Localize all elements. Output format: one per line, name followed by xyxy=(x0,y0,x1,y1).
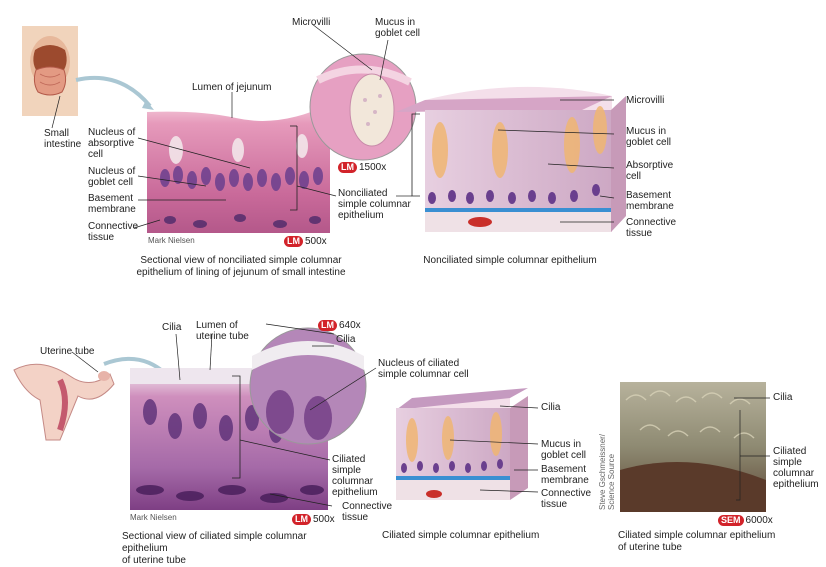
label-nonciliated-epithelium: Nonciliated simple columnar epithelium xyxy=(338,188,411,221)
caption-uterine-micro: Sectional view of ciliated simple columnar epithelium of uterine tube xyxy=(122,531,307,566)
caption-nonciliated: Nonciliated simple columnar epithelium xyxy=(423,255,597,266)
block-ciliated xyxy=(396,388,528,500)
lm-badge-circle-top: LM 1500x xyxy=(338,162,386,174)
micrograph-jejunum xyxy=(147,104,330,233)
label-cilia-sem: Cilia xyxy=(773,392,793,403)
sem-micrograph xyxy=(620,382,766,512)
lm-badge-circle-bottom: LM 640x xyxy=(318,320,361,332)
label-mucus-block-bottom: Mucus in goblet cell xyxy=(541,439,587,461)
label-lumen-uterine: Lumen of uterine tube xyxy=(196,320,249,342)
block-nonciliated xyxy=(396,87,626,232)
caption-ciliated-block: Ciliated simple columnar epithelium xyxy=(382,530,540,541)
lm-badge-main-top: LM 500x xyxy=(284,236,327,248)
label-basement-block-bottom: Basement membrane xyxy=(541,464,589,486)
label-mucus-circle: Mucus in goblet cell xyxy=(375,17,421,39)
body-inset-top xyxy=(22,26,78,116)
label-microvilli-circle: Microvilli xyxy=(292,17,331,28)
label-mucus-block: Mucus in goblet cell xyxy=(626,126,672,148)
credit-top: Mark Nielsen xyxy=(148,236,195,245)
lm-badge-main-bottom: LM 500x xyxy=(292,514,335,526)
label-ciliated-epithelium-micro: Ciliated simple columnar epithelium xyxy=(332,454,378,498)
magnified-circle-cilia xyxy=(250,328,366,444)
label-uterine-tube: Uterine tube xyxy=(40,346,95,357)
label-nucleus-absorptive: Nucleus of absorptive cell xyxy=(88,127,136,160)
label-absorptive-cell: Absorptive cell xyxy=(626,160,674,182)
body-inset-bottom xyxy=(14,364,114,440)
credit-bottom: Mark Nielsen xyxy=(130,513,177,522)
label-connective-block: Connective tissue xyxy=(626,217,677,239)
label-connective-uterine: Connective tissue xyxy=(342,501,393,523)
caption-sem: Ciliated simple columnar epithelium of uterine tube xyxy=(618,530,776,553)
label-connective-block-bottom: Connective tissue xyxy=(541,488,592,510)
label-nucleus-ciliated: Nucleus of ciliated simple columnar cell xyxy=(378,358,469,380)
credit-sem: Steve Gschmeissner/ Science Source xyxy=(598,433,616,510)
label-nucleus-goblet: Nucleus of goblet cell xyxy=(88,166,136,188)
magnified-circle-microvilli xyxy=(310,54,416,160)
label-basement-membrane: Basement membrane xyxy=(88,193,136,215)
label-small-intestine: Small intestine xyxy=(44,128,82,150)
label-ciliated-epithelium-sem: Ciliated simple columnar epithelium xyxy=(773,446,819,490)
label-connective-tissue: Connective tissue xyxy=(88,221,139,243)
label-lumen-jejunum: Lumen of jejunum xyxy=(192,82,272,93)
label-cilia-main: Cilia xyxy=(162,322,182,333)
label-basement-block: Basement membrane xyxy=(626,190,674,212)
label-cilia-block: Cilia xyxy=(541,402,561,413)
label-cilia-circle: Cilia xyxy=(336,334,356,345)
label-microvilli-block: Microvilli xyxy=(626,95,665,106)
sem-badge: SEM 6000x xyxy=(718,515,773,527)
caption-jejunum: Sectional view of nonciliated simple columnar epithelium of lining of jejunum of small intestine xyxy=(136,255,346,278)
